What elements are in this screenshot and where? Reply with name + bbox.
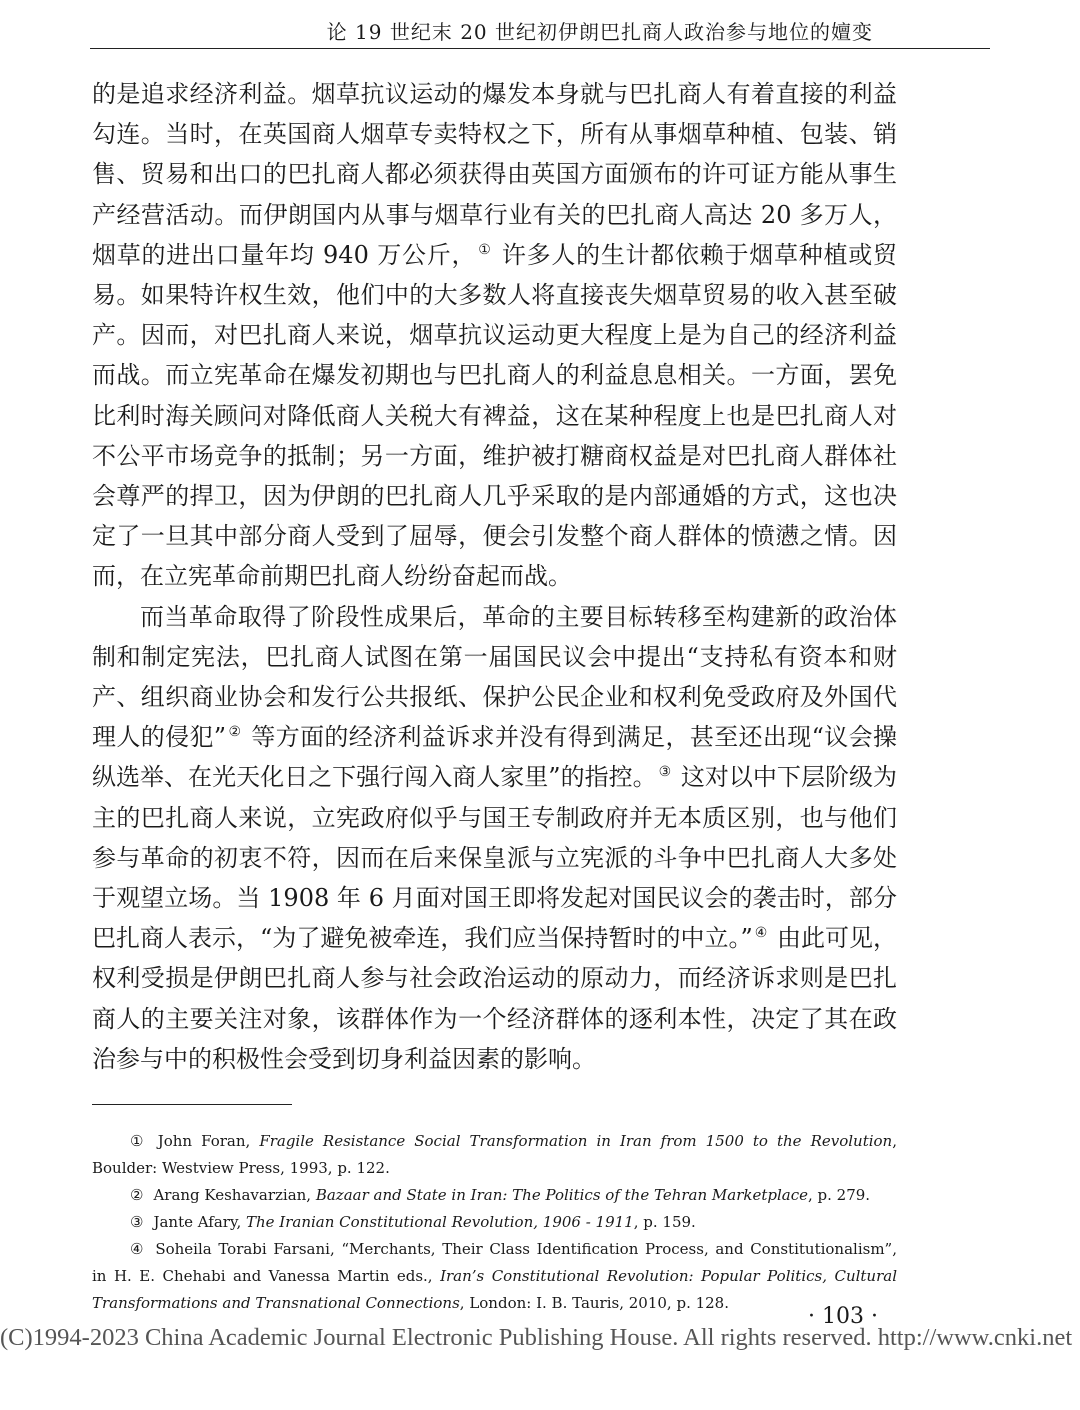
footnote-2-title: Bazaar and State in Iran: The Politics of the Tehran Marketplace <box>315 1186 808 1204</box>
footnote-4-mark: ④ <box>130 1240 146 1258</box>
footnote-1-title: Fragile Resistance Social Transformation in Iran from 1500 to the Revolution <box>259 1132 893 1150</box>
paragraph-1-text-b: 许多人的生计都依赖于烟草种植或贸易。如果特许权生效，他们中的大多数人将直接丧失烟草贸易的收入甚至破产。因而，对巴扎商人来说，烟草抗议运动更大程度上是为自己的经济利益而战。而立宪革命在爆发初期也与巴扎商人的利益息息相关。一方面，罢免比利时海关顾问对降低商人关税大有裨益，这在某种程度上也是巴扎商人对不公平市场竞争的抵制；另一方面，维护被打糖商权益是对巴扎商人群体社会尊严的捍卫，因为伊朗的巴扎商人几乎采取的是内部通婚的方式，这也决定了一旦其中部分商人受到了屈辱，便会引发整个商人群体的愤懑之情。因而，在立宪革命前期巴扎商人纷纷奋起而战。 <box>92 240 897 591</box>
footnote-4-text-a: Soheila Torabi Farsani, “Merchants, Their Class Identification Process, and Constitutionalism”, in H. E. Chehabi and Vanessa Martin eds., <box>92 1240 897 1285</box>
footnote-4-text-b: , London: I. B. Tauris, 2010, p. 128. <box>459 1294 729 1312</box>
paragraph-2-text-a: 而当革命取得了阶段性成果后，革命的主要目标转移至构建新的政治体制和制定宪法，巴扎商人试图在第一届国民议会中提出“支持私有资本和财产、组织商业协会和发行公共报纸、保护公民企业和权利免受政府及外国代理人的侵犯” <box>92 602 897 752</box>
footnote-4-title: Iran’s Constitutional Revolution: Popular Politics, Cultural Transformations and Transnational Connections <box>92 1267 898 1312</box>
paragraph-2-text-c: 这对以中下层阶级为主的巴扎商人来说，立宪政府似乎与国王专制政府并无本质区别，也与他们参与革命的初衷不符，因而在后来保皇派与立宪派的斗争中巴扎商人大多处于观望立场。当 1908 年 6 月面对国王即将发起对国民议会的袭击时，部分巴扎商人表示，“为了避免被牵连，我们应当保持暂时的中立。” <box>92 763 897 953</box>
footnote-ref-3[interactable]: ③ <box>658 764 672 781</box>
footnote-1-mark: ① <box>130 1132 148 1150</box>
footnote-1-text-b: , Boulder: Westview Press, 1993, p. 122. <box>92 1132 898 1177</box>
footnote-3-text-b: , p. 159. <box>633 1213 696 1231</box>
page-number: · 103 · <box>808 1304 878 1329</box>
footnote-1 <box>92 1128 897 1182</box>
footnote-ref-2[interactable]: ② <box>228 724 242 741</box>
footnote-3-title: The Iranian Constitutional Revolution, 1906 - 1911 <box>246 1213 634 1231</box>
paragraph-2 <box>92 597 897 1079</box>
footnote-3 <box>92 1209 897 1236</box>
paragraph-2-text-b: 等方面的经济利益诉求并没有得到满足，甚至还出现“议会操纵选举、在光天化日之下强行闯入商人家里”的指控。 <box>92 723 897 792</box>
footnote-ref-4[interactable]: ④ <box>754 925 768 942</box>
header-rule <box>90 48 990 49</box>
paragraph-2-text-d: 由此可见，权利受损是伊朗巴扎商人参与社会政治运动的原动力，而经济诉求则是巴扎商人的主要关注对象，该群体作为一个经济群体的逐利本性，决定了其在政治参与中的积极性会受到切身利益因素的影响。 <box>92 924 897 1073</box>
footnote-2 <box>92 1182 897 1209</box>
footnote-separator <box>92 1104 292 1105</box>
footnotes <box>92 1128 897 1317</box>
running-header: 论 19 世纪末 20 世纪初伊朗巴扎商人政治参与地位的嬗变 <box>326 20 873 44</box>
footnote-4 <box>92 1236 897 1317</box>
footnote-1-text-a: John Foran, <box>157 1132 260 1150</box>
footnote-3-text-a: Jante Afary, <box>153 1213 246 1231</box>
body-text <box>92 74 897 1079</box>
footnote-2-text-b: , p. 279. <box>807 1186 871 1204</box>
footnote-ref-1[interactable]: ① <box>478 241 492 258</box>
footnote-2-text-a: Arang Keshavarzian, <box>153 1186 316 1204</box>
paragraph-1-text-a: 的是追求经济利益。烟草抗议运动的爆发本身就与巴扎商人有着直接的利益勾连。当时，在英国商人烟草专卖特权之下，所有从事烟草种植、包装、销售、贸易和出口的巴扎商人都必须获得由英国方面颁布的许可证方能从事生产经营活动。而伊朗国内从事与烟草行业有关的巴扎商人高达 20 多万人，烟草的进出口量年均 940 万公斤， <box>92 80 897 269</box>
copyright-notice: (C)1994-2023 China Academic Journal Electronic Publishing House. All rights reserved. http://www.cnki.net <box>0 1324 1073 1351</box>
paragraph-1 <box>92 74 897 597</box>
footnote-3-mark: ③ <box>130 1213 144 1231</box>
footnote-2-mark: ② <box>130 1186 144 1204</box>
